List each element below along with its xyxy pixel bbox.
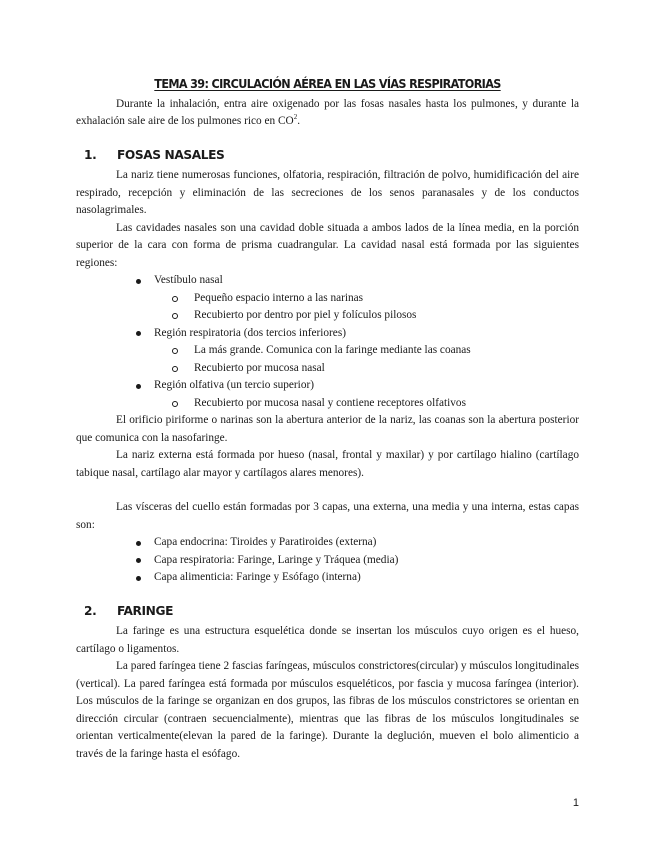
list-item-label: Región respiratoria (dos tercios inferiores)	[154, 326, 346, 339]
paragraph: El orificio piriforme o narinas son la abertura anterior de la nariz, las coanas son la abertura posterior que comunica con la nasofaringe.	[76, 414, 579, 444]
sub-list-item: Recubierto por mucosa nasal	[172, 360, 579, 378]
document-title: TEMA 39: CIRCULACIÓN AÉREA EN LAS VÍAS RESPIRATORIAS	[154, 77, 501, 91]
regions-list	[136, 272, 579, 412]
sub-list	[172, 290, 579, 325]
list-item: Capa endocrina: Tiroides y Paratiroides (externa)	[136, 534, 579, 552]
list-item-label: Región olfativa (un tercio superior)	[154, 379, 314, 391]
sub-list-item: Recubierto por dentro por piel y folículos pilosos	[172, 307, 579, 325]
paragraph: Las vísceras del cuello están formadas por 3 capas, una externa, una media y una interna, estas capas son:	[76, 501, 579, 531]
list-item	[136, 272, 579, 325]
sub-list-item: La más grande. Comunica con la faringe mediante las coanas	[172, 342, 579, 360]
list-item	[136, 325, 579, 378]
intro-paragraph	[76, 96, 579, 131]
page-number: 1	[572, 797, 579, 809]
section-title: FOSAS NASALES	[117, 147, 225, 162]
list-item	[136, 377, 579, 412]
sub-list	[172, 342, 579, 377]
paragraph: La nariz tiene numerosas funciones, olfatoria, respiración, filtración de polvo, humidificación del aire respirado, recepción y eliminación de las secreciones de los senos paranasales y de los conductos nasolagrimales.	[76, 169, 579, 216]
intro-end: .	[297, 115, 301, 127]
blank-line	[76, 482, 579, 499]
paragraph: La faringe es una estructura esquelética donde se insertan los músculos cuyo origen es el hueso, cartílago o ligamentos.	[76, 625, 579, 655]
section-title: FARINGE	[117, 603, 174, 618]
co2-subscript: 2	[293, 113, 298, 122]
sub-list	[172, 395, 579, 413]
sub-list-item: Recubierto por mucosa nasal y contiene receptores olfativos	[172, 395, 579, 413]
list-item: Capa alimenticia: Faringe y Esófago (interna)	[136, 569, 579, 587]
section-number: 1.	[84, 147, 97, 162]
section-heading-faringe	[84, 603, 579, 621]
section-number: 2.	[84, 603, 97, 618]
paragraph: Las cavidades nasales son una cavidad doble situada a ambos lados de la línea media, en la porción superior de la cara con forma de prisma cuadrangular. La cavidad nasal está formada por las siguientes regiones:	[76, 221, 579, 269]
paragraph: La pared faríngea tiene 2 fascias faríngeas, músculos constrictores(circular) y músculos longitudinales (vertical). La pared faríngea está formada por músculos esqueléticos, por fascia y mucosa faríngea (interior). Los músculos de la faringe se organizan en dos grupos, las fibras de los músculos constrictores se orientan en dirección circular (contraen secuencialmente), mientras que las fibras de los músculos longitudinales se orientan verticalmente(elevan la pared de la faringe). Durante la deglución, mueven el bolo alimenticio a través de la faringe hasta el esófago.	[76, 660, 579, 760]
intro-text: Durante la inhalación, entra aire oxigenado por las fosas nasales hasta los pulmones, y durante la exhalación sale aire de los pulmones rico en CO	[76, 97, 579, 127]
layers-list	[136, 534, 579, 587]
section-heading-fosas-nasales	[84, 147, 579, 165]
list-item-label: Vestíbulo nasal	[154, 274, 223, 286]
list-item: Capa respiratoria: Faringe, Laringe y Tráquea (media)	[136, 552, 579, 570]
paragraph: La nariz externa está formada por hueso (nasal, frontal y maxilar) y por cartílago hialino (cartílago tabique nasal, cartílago alar mayor y cartílagos alares menores).	[76, 449, 579, 479]
sub-list-item: Pequeño espacio interno a las narinas	[172, 290, 579, 308]
